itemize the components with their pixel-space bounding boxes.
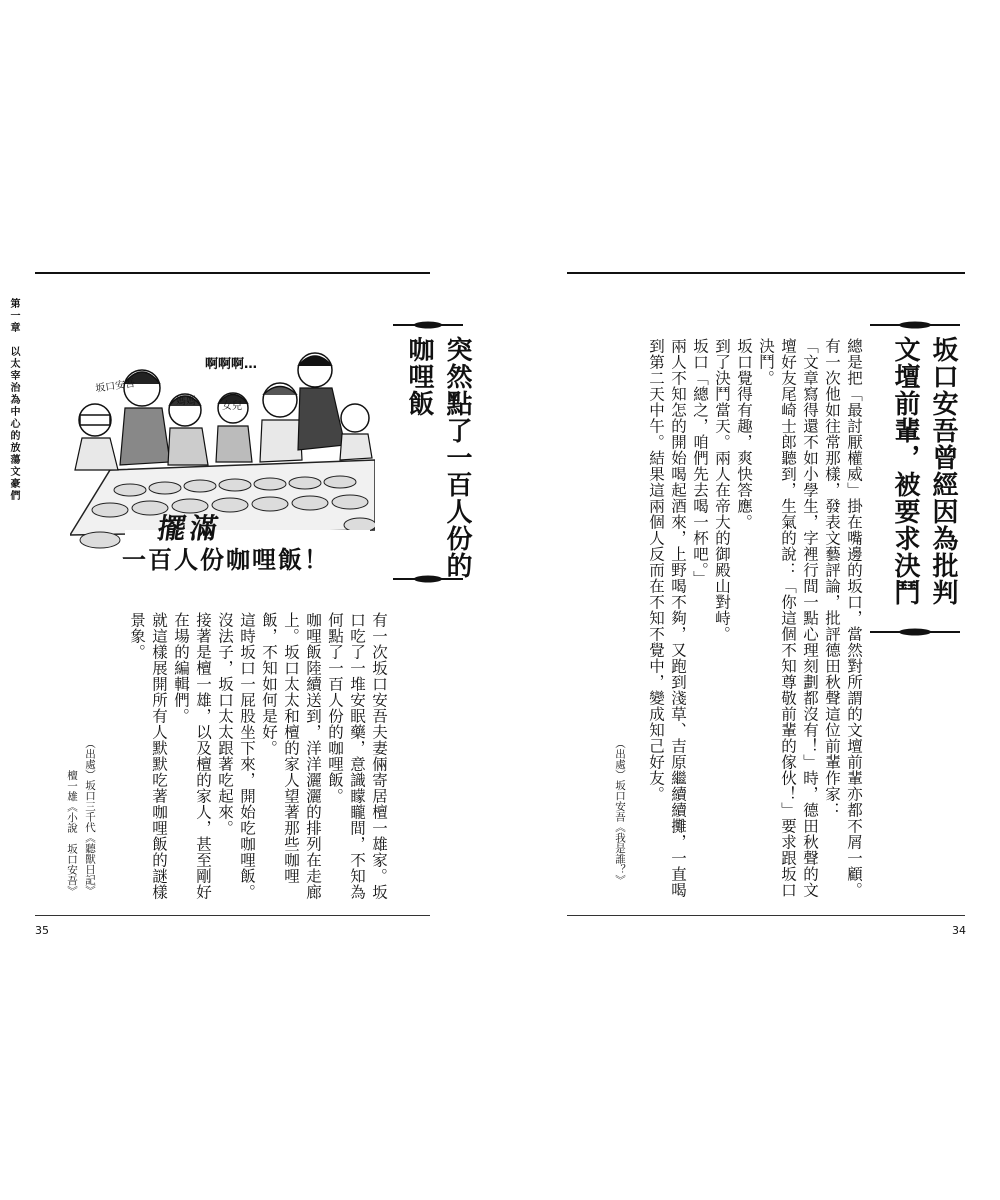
- left-paragraph-3: 這時坂口一屁股坐下來，開始吃咖哩飯。: [238, 612, 256, 900]
- right-paragraph-4: 坂口覺得有趣，爽快答應。: [735, 338, 753, 530]
- left-paragraph-6: 就這樣展開所有人默默吃著咖哩飯的謎樣景象。: [128, 612, 168, 900]
- illustration-caption-2: 一百人份咖哩飯！: [122, 546, 330, 574]
- left-paragraph-4: 沒法子，坂口太太跟著吃起來。: [216, 612, 234, 836]
- right-paragraph-2: 有一次他如往常那樣，發表文藝評論，批評德田秋聲這位前輩作家：: [823, 338, 841, 818]
- right-paragraph-5: 到了決鬥當天。兩人在帝大的御殿山對峙。: [713, 338, 731, 642]
- left-page-title: 突然點了一百人份的咖哩飯: [404, 336, 472, 579]
- right-page-title-text: 坂口安吾曾經因為批判文壇前輩，被要求決鬥: [890, 336, 958, 606]
- bottom-rule-left: [35, 915, 430, 916]
- illustration-shout: 啊啊啊…: [205, 357, 258, 372]
- title-ornament-top-left: [393, 320, 463, 330]
- title-ornament-top-right: [870, 320, 960, 330]
- illustration-label-mother: 媽媽: [176, 396, 196, 407]
- title-ornament-bottom-right: [870, 627, 960, 637]
- title-ornament-bottom-left: [393, 574, 463, 584]
- right-paragraph-3: 「文章寫得還不如小學生，字裡行間一點心理刻劃都沒有！」時，德田秋聲的文壇好友尾崎士郎聽到，生氣的說：「你這個不知尊敬前輩的傢伙！」要求跟坂口決鬥。: [757, 338, 819, 898]
- illustration-caption-1: 擺滿: [155, 512, 225, 545]
- right-source-1: （出處）坂口安吾《我是誰？》: [614, 738, 626, 885]
- right-paragraph-7: 兩人不知怎的開始喝起酒來，上野喝不夠，又跑到淺草、吉原繼續續攤，一直喝到第二天中午。結果這兩個人反而在不知不覺中，變成知己好友。: [647, 338, 687, 898]
- left-page-number: 35: [35, 924, 49, 937]
- left-paragraph-5: 接著是檀一雄，以及檀的家人，甚至剛好在場的編輯們。: [172, 612, 212, 900]
- left-paragraph-2: 咖哩飯陸續送到，洋洋灑灑的排列在走廊上。坂口太太和檀的家人望著那些咖哩飯，不知如何是好。: [260, 612, 322, 900]
- right-paragraph-1: 總是把「最討厭權威」掛在嘴邊的坂口，當然對所謂的文壇前輩亦都不屑一顧。: [845, 338, 863, 898]
- right-page-body: [647, 338, 865, 908]
- right-paragraph-6: 坂口「總之，咱們先去喝一杯吧。」: [691, 338, 709, 587]
- left-paragraph-1: 有一次坂口安吾夫妻倆寄居檀一雄家。坂口吃了一堆安眠藥，意識矇矓間，不知為何點了一百人份的咖哩飯。: [326, 612, 388, 900]
- left-source-1: （出處）坂口三千代《聽獸日記》: [84, 738, 96, 896]
- illustration-label-daughter: 女兒: [222, 401, 242, 412]
- right-page-number: 34: [952, 924, 966, 937]
- right-page-title: [886, 336, 962, 626]
- top-rule-right: [567, 272, 965, 274]
- top-rule-left: [35, 272, 430, 274]
- bottom-rule-right: [567, 915, 965, 916]
- illustration-label-sakaguchi: 坂口安吾: [94, 378, 136, 395]
- chapter-side-header: 第一章 以太宰治為中心的放蕩文豪們: [8, 298, 19, 502]
- left-source-2: 檀一雄《小說 坂口安吾》: [66, 770, 78, 896]
- left-page-body: [110, 612, 390, 912]
